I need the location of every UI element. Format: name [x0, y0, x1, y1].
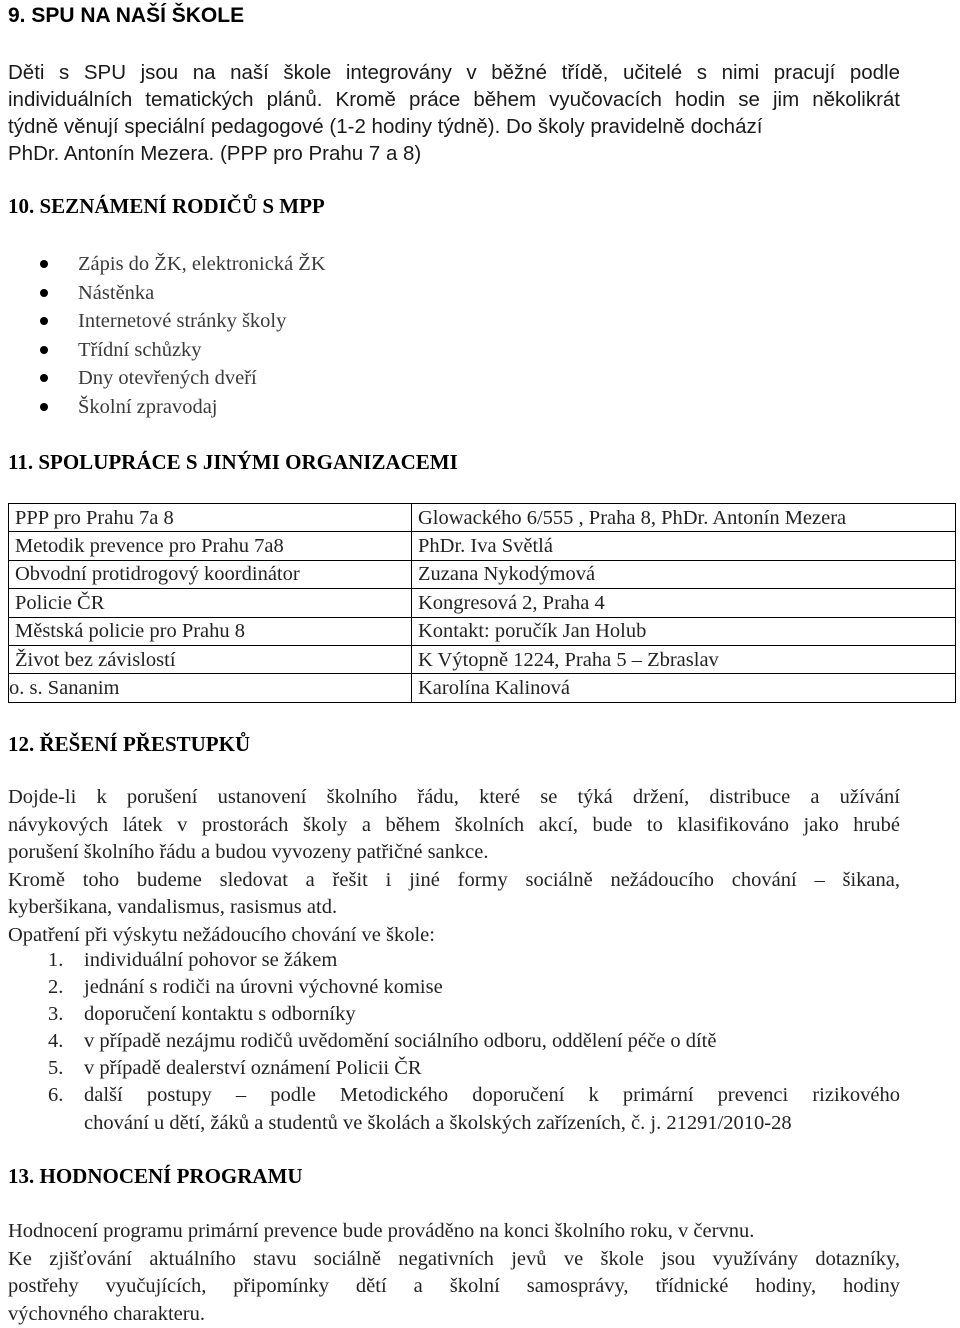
list-item-label: doporučení kontaktu s odborníky: [84, 1003, 356, 1026]
list-item: [48, 974, 900, 1001]
list-item: [40, 279, 326, 308]
table-row: [9, 674, 956, 702]
section-9-paragraph: [8, 59, 900, 167]
list-item: [40, 307, 326, 336]
list-item-label: Školní zpravodaj: [78, 395, 218, 418]
paragraph-line: individuálních tematických plánů. Kromě práce během vyučovacích hodin se jim několikrát: [8, 88, 900, 111]
paragraph-line: Ke zjišťování aktuálního stavu sociálně negativních jevů ve škole jsou využívány dotazníky,: [8, 1247, 900, 1270]
organization-cell: o. s. Sananim: [9, 674, 412, 702]
section-11-heading: 11. SPOLUPRÁCE S JINÝMI ORGANIZACEMI: [8, 450, 458, 474]
paragraph-line: Opatření při výskytu nežádoucího chování ve škole:: [8, 923, 435, 946]
organization-cell: Metodik prevence pro Prahu 7a8: [9, 532, 412, 560]
list-item: [40, 336, 326, 365]
contact-cell: Glowackého 6/555 , Praha 8, PhDr. Antonín Mezera: [412, 504, 956, 532]
list-item-label: Dny otevřených dveří: [78, 367, 257, 390]
contact-cell: K Výtopně 1224, Praha 5 – Zbraslav: [412, 645, 956, 673]
section-10-heading: 10. SEZNÁMENÍ RODIČŮ S MPP: [8, 194, 325, 218]
contact-cell: PhDr. Iva Světlá: [412, 532, 956, 560]
list-item: [48, 1028, 900, 1055]
organization-cell: Městská policie pro Prahu 8: [9, 617, 412, 645]
list-item-label: Zápis do ŽK, elektronická ŽK: [78, 253, 326, 275]
section-9-heading: 9. SPU NA NAŠÍ ŠKOLE: [8, 4, 245, 27]
list-number: 3.: [48, 1003, 64, 1026]
paragraph-line: Hodnocení programu primární prevence bude prováděno na konci školního roku, v červnu.: [8, 1220, 755, 1242]
table-row: [9, 589, 956, 617]
list-number: 1.: [48, 949, 64, 971]
organizations-table: [8, 503, 956, 703]
paragraph-line: Dojde-li k porušení ustanovení školního řádu, které se týká držení, distribuce a užívání: [8, 786, 900, 808]
paragraph-line: postřehy vyučujících, připomínky dětí a školní samosprávy, třídnické hodiny, hodiny: [8, 1275, 900, 1298]
list-number: 5.: [48, 1057, 64, 1080]
paragraph-line: týdně věnují speciální pedagogové (1-2 hodiny týdně). Do školy pravidelně dochází: [8, 115, 763, 138]
table-row: [9, 504, 956, 532]
list-item: [48, 1082, 900, 1136]
list-item-label: individuální pohovor se žákem: [84, 949, 338, 971]
list-item: [48, 1055, 900, 1082]
section-12-paragraph: [8, 784, 900, 950]
paragraph-line: výchovného charakteru.: [8, 1302, 205, 1325]
list-item-label: Třídní schůzky: [78, 338, 202, 361]
measures-list: [48, 947, 900, 1137]
section-12-heading: 12. ŘEŠENÍ PŘESTUPKŮ: [8, 732, 251, 756]
list-item: [40, 393, 326, 422]
list-item: [40, 250, 326, 279]
paragraph-line: návykových látek v prostorách školy a během školních akcí, bude to klasifikováno jako hrubé: [8, 813, 900, 836]
section-13-heading: 13. HODNOCENÍ PROGRAMU: [8, 1164, 303, 1188]
contact-cell: Karolína Kalinová: [412, 674, 956, 702]
paragraph-line: porušení školního řádu a budou vyvozeny patřičné sankce.: [8, 841, 489, 864]
bullet-icon: [40, 289, 48, 297]
paragraph-line: Kromě toho budeme sledovat a řešit i jiné formy sociálně nežádoucího chování – šikana,: [8, 868, 900, 891]
list-item: [48, 947, 900, 974]
parents-communication-list: [40, 250, 326, 422]
list-item: [40, 364, 326, 393]
list-item-label: v případě nezájmu rodičů uvědomění sociálního odboru, oddělení péče o dítě: [84, 1030, 717, 1053]
list-item-label: chování u dětí, žáků a studentů ve školách a školských zařízeních, č. j. 21291/2010-28: [84, 1111, 792, 1134]
list-number: 6.: [48, 1084, 64, 1107]
table-row: [9, 532, 956, 560]
list-number: 4.: [48, 1030, 64, 1053]
bullet-icon: [40, 403, 48, 411]
table-row: [9, 645, 956, 673]
list-item-label: Internetové stránky školy: [78, 310, 287, 333]
section-13-paragraph: [8, 1218, 900, 1328]
table-row: [9, 617, 956, 645]
list-item-label: další postupy – podle Metodického doporučení k primární prevenci rizikového: [84, 1084, 900, 1107]
bullet-icon: [40, 374, 48, 382]
organization-cell: Policie ČR: [9, 589, 412, 617]
bullet-icon: [40, 346, 48, 354]
list-item-label: jednání s rodiči na úrovni výchovné komise: [84, 976, 443, 999]
bullet-icon: [40, 260, 48, 268]
paragraph-line: kyberšikana, vandalismus, rasismus atd.: [8, 896, 338, 919]
organization-cell: PPP pro Prahu 7a 8: [9, 504, 412, 532]
list-item-label: v případě dealerství oznámení Policii ČR: [84, 1057, 422, 1080]
organization-cell: Obvodní protidrogový koordinátor: [9, 560, 412, 588]
organization-cell: Život bez závislostí: [9, 645, 412, 673]
paragraph-line: Děti s SPU jsou na naší škole integrovány v běžné třídě, učitelé s nimi pracují podle: [8, 61, 900, 84]
list-item: [48, 1001, 900, 1028]
paragraph-line: PhDr. Antonín Mezera. (PPP pro Prahu 7 a 8): [8, 142, 422, 165]
list-item-label: Nástěnka: [78, 281, 155, 304]
contact-cell: Kongresová 2, Praha 4: [412, 589, 956, 617]
table-row: [9, 560, 956, 588]
list-number: 2.: [48, 976, 64, 999]
bullet-icon: [40, 317, 48, 325]
contact-cell: Zuzana Nykodýmová: [412, 560, 956, 588]
contact-cell: Kontakt: poručík Jan Holub: [412, 617, 956, 645]
